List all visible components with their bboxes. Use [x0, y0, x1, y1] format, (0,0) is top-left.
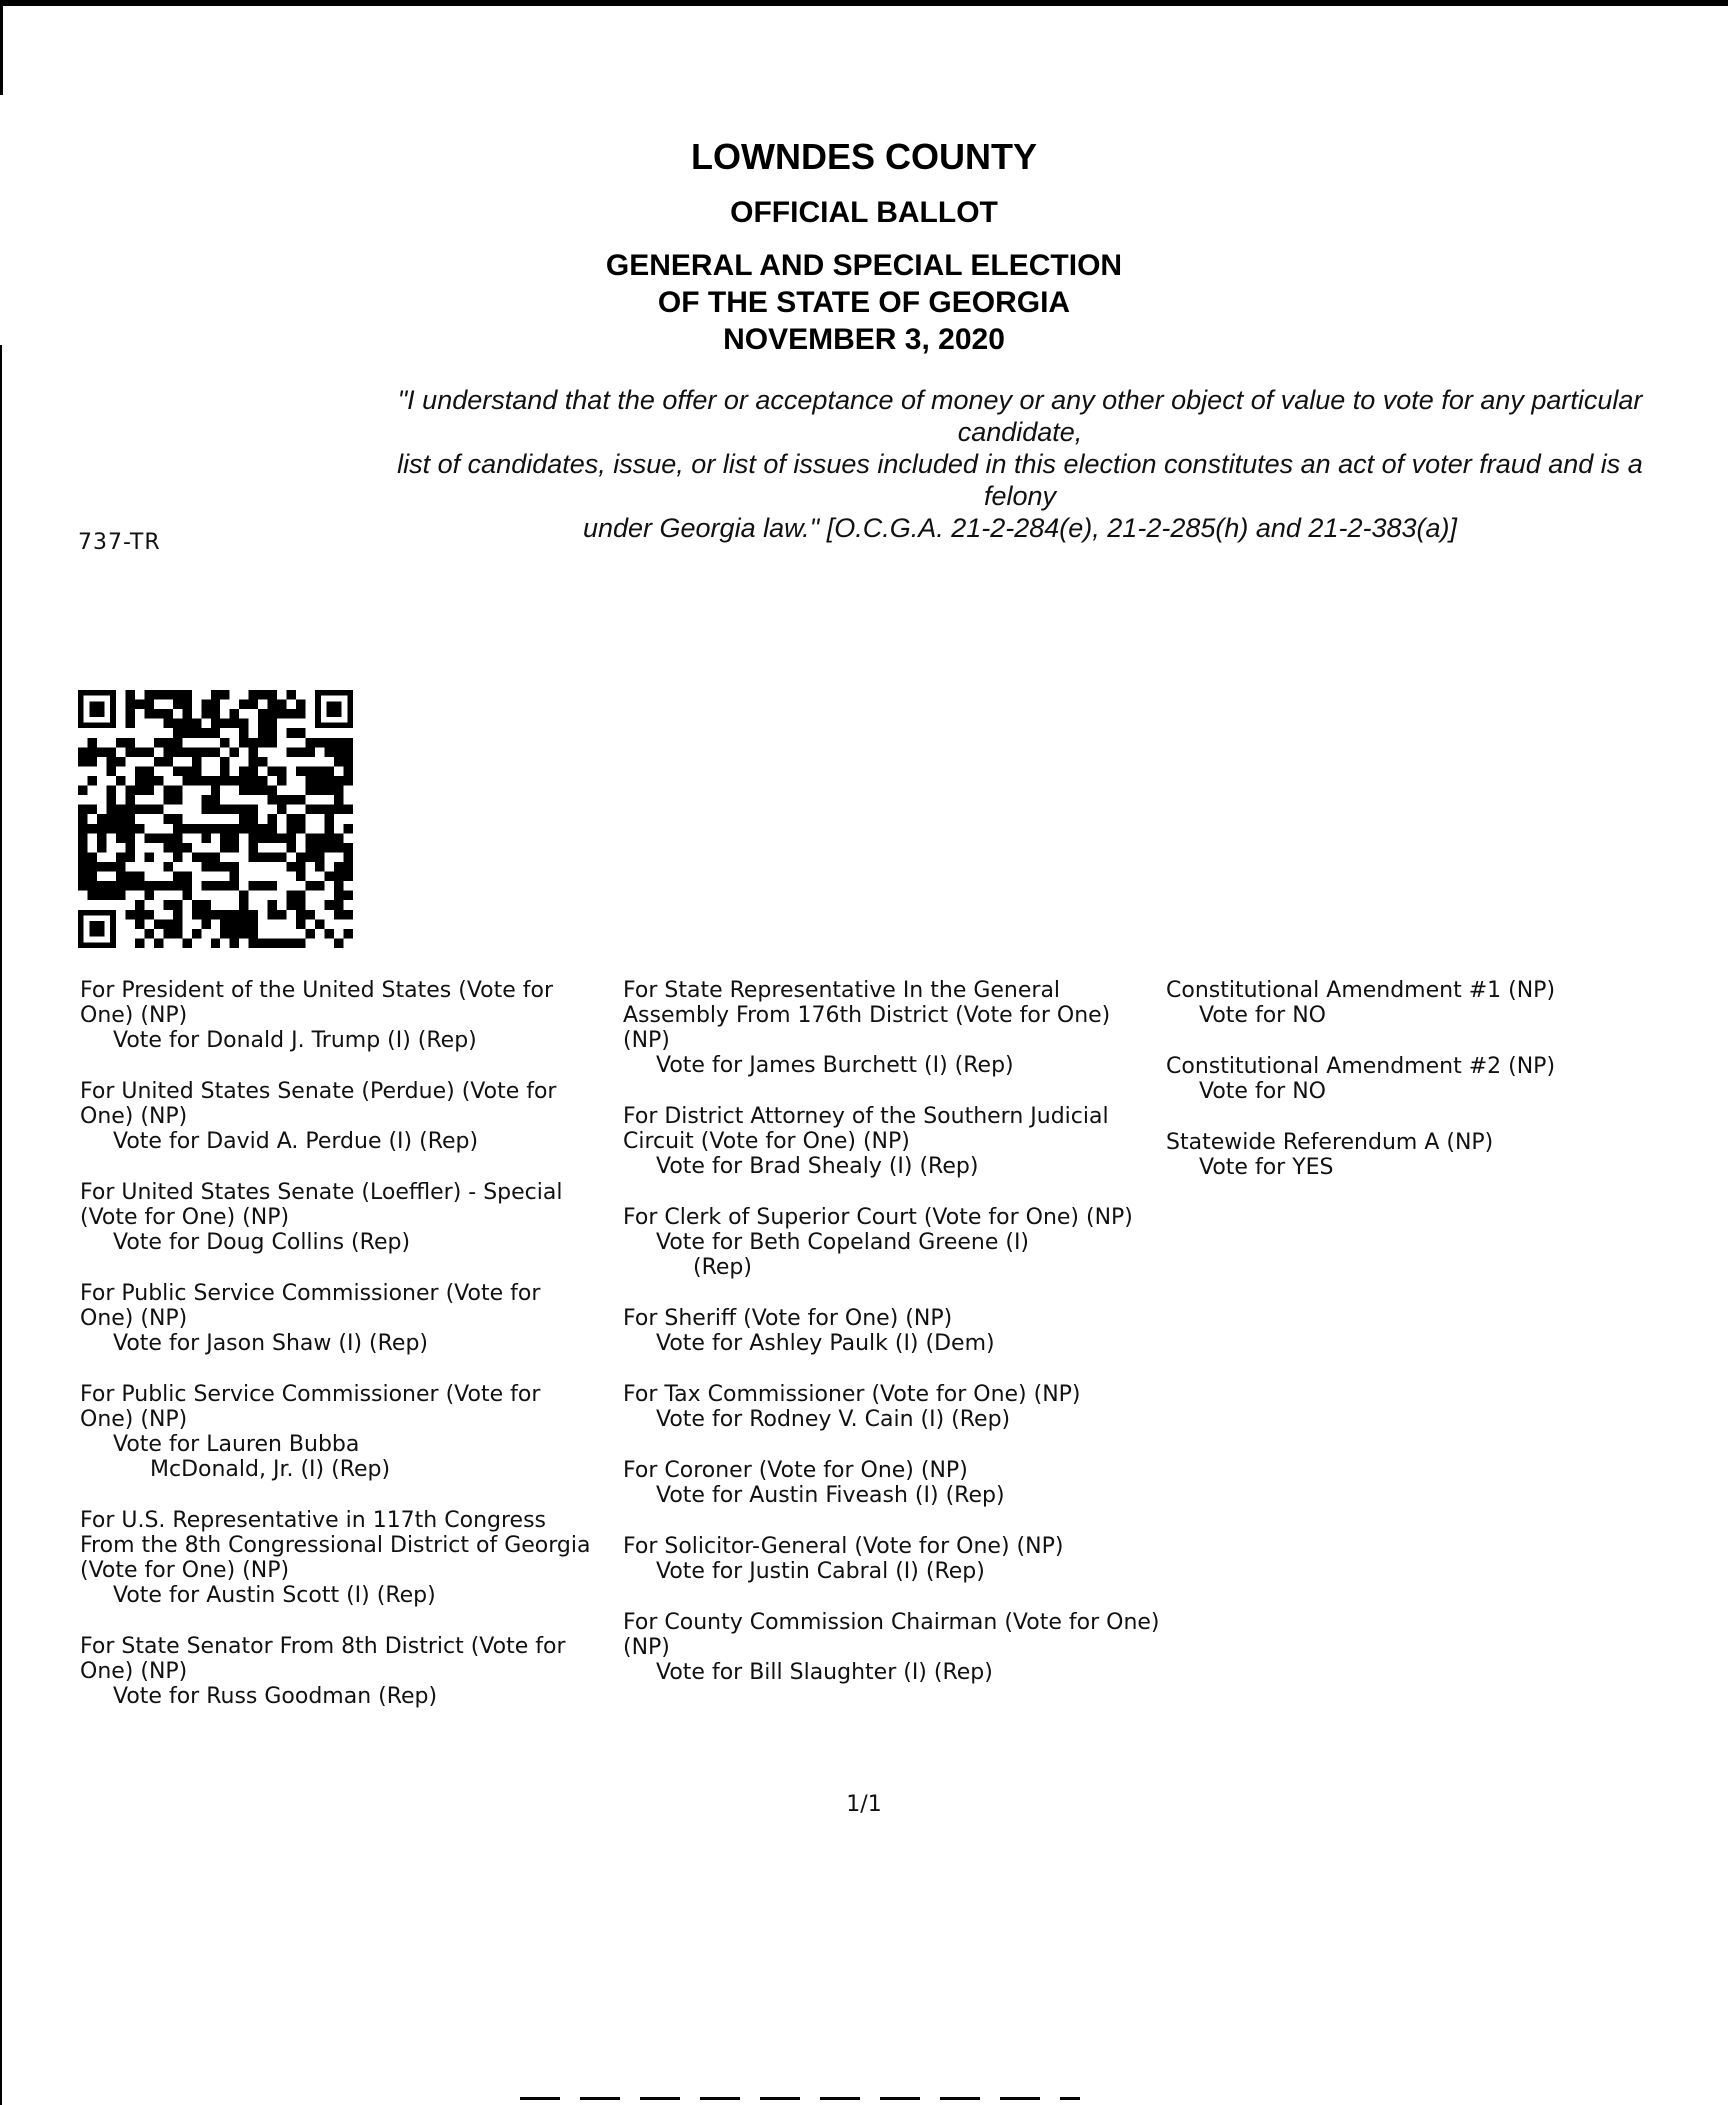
scan-edge-bottom: [520, 2097, 1080, 2100]
contest-block: [623, 1104, 1163, 1179]
vote-selection: Vote for NO: [1199, 1079, 1326, 1104]
vote-selection: Vote for Brad Shealy (I) (Rep): [656, 1154, 979, 1179]
contest-block: [623, 1458, 1163, 1508]
contest-column-1: [80, 978, 600, 1735]
vote-selection: Vote for James Burchett (I) (Rep): [656, 1053, 1014, 1078]
contest-block: [80, 1281, 600, 1356]
contest-block: [623, 1382, 1163, 1432]
contest-title: Statewide Referendum A (NP): [1166, 1130, 1494, 1155]
scan-edge-top: [0, 0, 1728, 6]
contest-block: [1166, 978, 1686, 1028]
contest-title: For County Commission Chairman (Vote for One) (NP): [623, 1610, 1160, 1660]
contest-block: [623, 978, 1163, 1078]
contest-block: [80, 1382, 600, 1482]
vote-selection: Vote for Jason Shaw (I) (Rep): [113, 1331, 429, 1356]
vote-selection: Vote for NO: [1199, 1003, 1326, 1028]
voter-oath-line: list of candidates, issue, or list of issues included in this election constitutes an act of voter fraud and is a felony: [397, 449, 1643, 511]
vote-selection-continued: (Rep): [693, 1255, 752, 1280]
contest-title: For Public Service Commissioner (Vote for One) (NP): [80, 1281, 541, 1331]
vote-selection: Vote for Rodney V. Cain (I) (Rep): [656, 1407, 1011, 1432]
qr-code-icon: [78, 690, 353, 948]
ballot-style-id: 737-TR: [78, 530, 161, 555]
vote-selection: Vote for Bill Slaughter (I) (Rep): [656, 1660, 993, 1685]
voter-oath: [370, 384, 1670, 544]
contest-column-2: [623, 978, 1163, 1711]
vote-selection-continued: McDonald, Jr. (I) (Rep): [150, 1457, 391, 1482]
contest-block: [623, 1306, 1163, 1356]
vote-selection: Vote for Justin Cabral (I) (Rep): [656, 1559, 985, 1584]
contest-title: For Tax Commissioner (Vote for One) (NP): [623, 1382, 1081, 1407]
contest-title: For United States Senate (Perdue) (Vote for One) (NP): [80, 1079, 557, 1129]
contest-title: For District Attorney of the Southern Judicial Circuit (Vote for One) (NP): [623, 1104, 1109, 1154]
contest-title: For Sheriff (Vote for One) (NP): [623, 1306, 953, 1331]
scan-edge-left-lower: [0, 345, 2, 2105]
contest-title: For U.S. Representative in 117th Congress From the 8th Congressional District of Georgia (Vote for One) (NP): [80, 1508, 591, 1583]
contest-title: For State Representative In the General Assembly From 176th District (Vote for One) (NP): [623, 978, 1111, 1053]
contest-title: For President of the United States (Vote for One) (NP): [80, 978, 554, 1028]
election-title-line1: GENERAL AND SPECIAL ELECTION: [605, 249, 1123, 282]
contest-block: [80, 978, 600, 1053]
vote-selection: Vote for Beth Copeland Greene (I): [656, 1230, 1030, 1255]
contest-title: Constitutional Amendment #2 (NP): [1166, 1054, 1556, 1079]
contest-title: For Public Service Commissioner (Vote for One) (NP): [80, 1382, 541, 1432]
contest-title: For Clerk of Superior Court (Vote for One) (NP): [623, 1205, 1133, 1230]
vote-selection: Vote for David A. Perdue (I) (Rep): [113, 1129, 479, 1154]
vote-selection: Vote for Doug Collins (Rep): [113, 1230, 411, 1255]
ballot-type: OFFICIAL BALLOT: [730, 196, 998, 229]
contest-block: [623, 1610, 1163, 1685]
election-title-line2: OF THE STATE OF GEORGIA: [657, 286, 1071, 319]
county-title: LOWNDES COUNTY: [691, 136, 1037, 177]
contest-title: For State Senator From 8th District (Vote for One) (NP): [80, 1634, 566, 1684]
vote-selection: Vote for Donald J. Trump (I) (Rep): [113, 1028, 477, 1053]
contest-block: [623, 1205, 1163, 1280]
contest-block: [80, 1180, 600, 1255]
vote-selection: Vote for Lauren Bubba: [113, 1432, 360, 1457]
election-date: NOVEMBER 3, 2020: [723, 323, 1005, 356]
vote-selection: Vote for Austin Scott (I) (Rep): [113, 1583, 436, 1608]
contest-title: For Solicitor-General (Vote for One) (NP): [623, 1534, 1064, 1559]
contest-block: [80, 1634, 600, 1709]
vote-selection: Vote for Austin Fiveash (I) (Rep): [656, 1483, 1005, 1508]
contest-block: [1166, 1130, 1686, 1180]
contest-block: [1166, 1054, 1686, 1104]
voter-oath-line: under Georgia law." [O.C.G.A. 21-2-284(e), 21-2-285(h) and 21-2-383(a)]: [582, 513, 1458, 543]
contest-title: For United States Senate (Loeffler) - Special (Vote for One) (NP): [80, 1180, 563, 1230]
scan-edge-left: [0, 0, 3, 95]
vote-selection: Vote for YES: [1199, 1155, 1334, 1180]
vote-selection: Vote for Ashley Paulk (I) (Dem): [656, 1331, 995, 1356]
voter-oath-line: "I understand that the offer or acceptance of money or any other object of value to vote for any particular candidate,: [397, 385, 1643, 447]
contest-block: [80, 1079, 600, 1154]
contest-block: [623, 1534, 1163, 1584]
contest-title: Constitutional Amendment #1 (NP): [1166, 978, 1556, 1003]
contest-block: [80, 1508, 600, 1608]
vote-selection: Vote for Russ Goodman (Rep): [113, 1684, 438, 1709]
page-number: 1/1: [846, 1792, 882, 1817]
contest-column-3: [1166, 978, 1686, 1206]
contest-title: For Coroner (Vote for One) (NP): [623, 1458, 968, 1483]
